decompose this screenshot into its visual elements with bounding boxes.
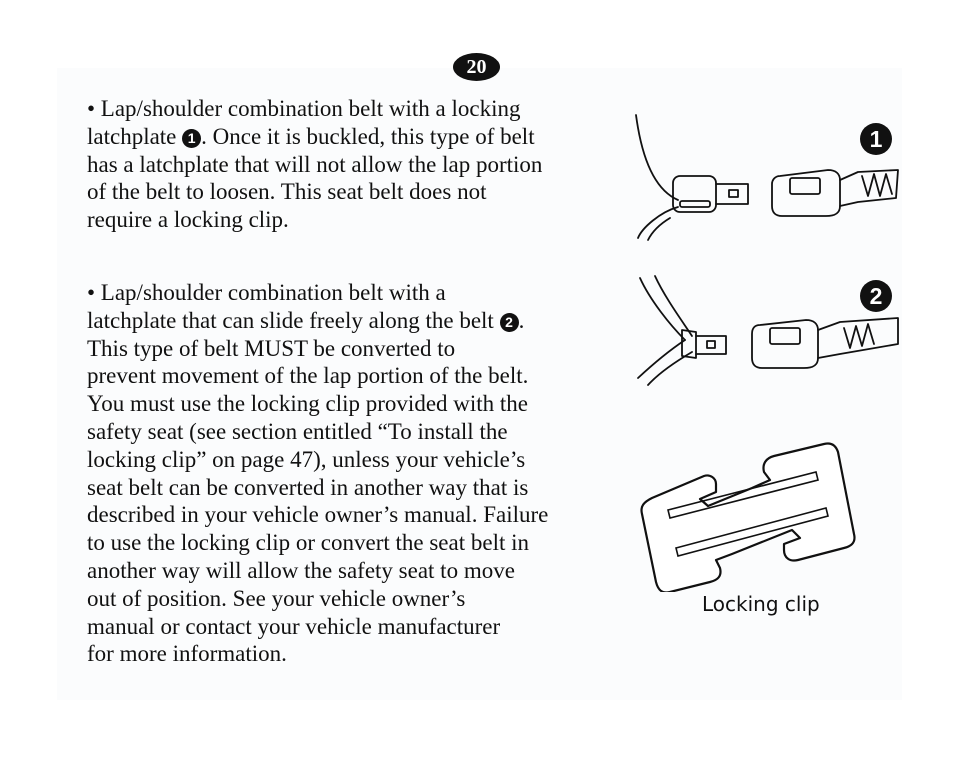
text-line: of the belt to loosen. This seat belt does not: [87, 179, 487, 205]
text-line: out of position. See your vehicle owner’s: [87, 585, 466, 611]
text-line: [87, 307, 632, 335]
text-line: You must use the locking clip provided with the: [87, 391, 529, 417]
text-line: to use the locking clip or convert the seat belt in: [87, 530, 529, 556]
text-line: This type of belt MUST be converted to: [87, 335, 456, 361]
text-line: has a latchplate that will not allow the lap portion: [87, 151, 543, 177]
text-line: • Lap/shoulder combination belt with a: [87, 280, 446, 305]
paragraph-sliding-latchplate: [87, 279, 632, 668]
marker-two-icon: 2: [500, 313, 519, 332]
text-line: manual or contact your vehicle manufacturer: [87, 613, 501, 639]
text-line: [87, 123, 632, 151]
sliding-latchplate-illustration: [630, 270, 900, 390]
text-line: described in your vehicle owner’s manual. Failure: [87, 502, 549, 528]
figure-caption: Locking clip: [702, 592, 820, 616]
text-line: seat belt can be converted in another way that is: [87, 474, 529, 500]
figure-two-marker-icon: 2: [860, 280, 892, 312]
text-segment: . Once it is buckled, this type of belt: [201, 123, 535, 149]
page-number-badge: 20: [453, 53, 500, 81]
text-line: for more information.: [87, 641, 287, 667]
locking-latchplate-illustration: [630, 110, 900, 245]
marker-one-icon: 1: [182, 129, 201, 148]
text-line: prevent movement of the lap portion of the belt.: [87, 363, 529, 389]
locking-clip-illustration: [640, 442, 865, 592]
paragraph-locking-latchplate: [87, 95, 632, 234]
text-line: another way will allow the safety seat to move: [87, 557, 515, 583]
text-line: require a locking clip.: [87, 207, 289, 233]
figure-one-marker-icon: 1: [860, 123, 892, 155]
text-segment: .: [518, 307, 525, 333]
text-line: locking clip” on page 47), unless your vehicle’s: [87, 446, 526, 472]
text-line: • Lap/shoulder combination belt with a locking: [87, 96, 521, 121]
text-segment: latchplate that can slide freely along the belt: [87, 307, 500, 333]
text-line: safety seat (see section entitled “To install the: [87, 418, 508, 444]
text-segment: latchplate: [87, 123, 183, 149]
